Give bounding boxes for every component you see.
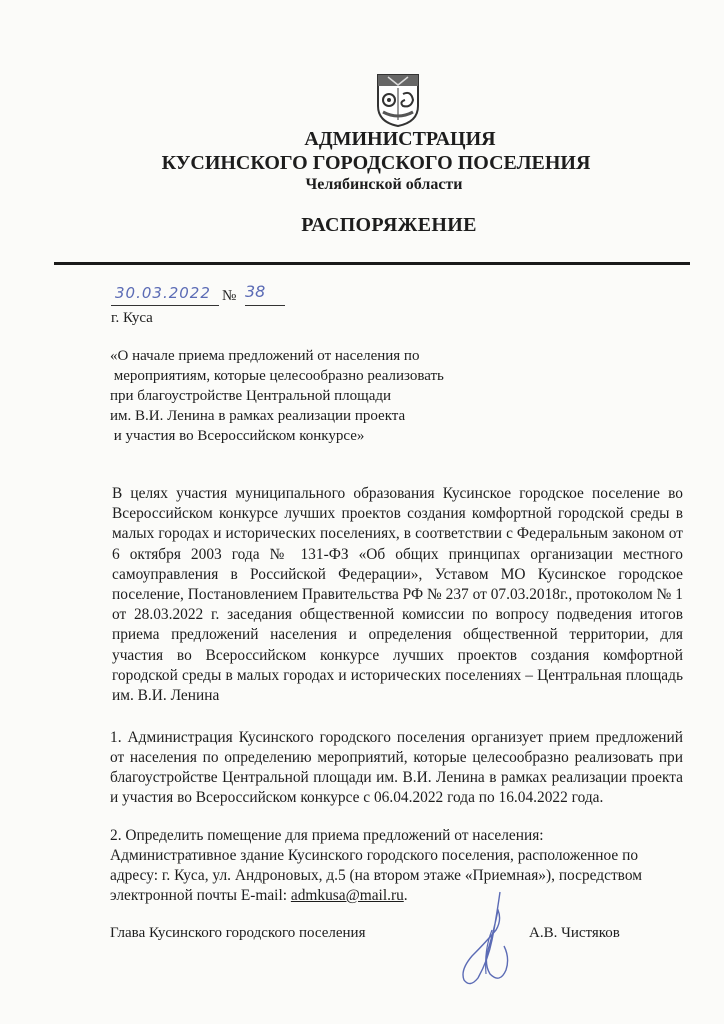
- handwritten-number: 38: [245, 282, 266, 301]
- handwritten-signature-icon: [448, 890, 528, 990]
- order-item-2: [110, 826, 683, 906]
- signatory-position: Глава Кусинского городского поселения: [110, 925, 366, 941]
- order-item-2-text: Административное здание Кусинского городского поселения, расположенное по адресу: г. Куса, ул. Андроновых, д.5 (на втором этаже «Приемная»), посредством электронной почты E-mail:: [110, 847, 642, 904]
- order-item-1: 1. Администрация Кусинского городского поселения организует прием предложений от населения по определению мероприятий, которые целесообразно реализовать при благоустройстве Центральной площади им. В.И. Ленина в рамках реализации проекта и участия во Всероссийском конкурсе с 06.04.2022 года по 16.04.2022 года.: [110, 729, 683, 806]
- org-region: Челябинской области: [305, 176, 463, 193]
- handwritten-date: 30.03.2022: [115, 284, 211, 302]
- order-item-2-details: [110, 846, 683, 906]
- city: г. Куса: [111, 310, 153, 326]
- org-line-1: АДМИНИСТРАЦИЯ: [304, 128, 496, 150]
- email-link[interactable]: admkusa@mail.ru: [290, 887, 404, 904]
- order-title: «О начале приема предложений от населения по мероприятиям, которые целесообразно реализовать при благоустройстве Центральной площади им. В.И. Ленина в рамках реализации проекта и участия во Всероссийском конкурсе»: [110, 348, 444, 444]
- header-divider: [54, 262, 690, 265]
- number-label: №: [222, 288, 237, 304]
- signatory-name: А.В. Чистяков: [529, 925, 620, 941]
- date-underline: [111, 305, 219, 306]
- number-underline: [245, 305, 285, 306]
- document-type: РАСПОРЯЖЕНИЕ: [301, 214, 477, 236]
- preamble-paragraph: В целях участия муниципального образования Кусинское городское поселение во Всероссийском конкурсе лучших проектов создания комфортной городской среды в малых городах и исторических поселениях, в соответствии с Федеральным законом от 6 октября 2003 года № 131-ФЗ «Об общих принципах организации местного самоуправления в Российской Федерации», Уставом МО Кусинское городское поселение, Постановлением Правительства РФ № 237 от 07.03.2018г., протоколом № 1 от 28.03.2022 г. заседания общественной комиссии по вопросу подведения итогов приема предложений населения и определения общественной территории, для участия во Всероссийском конкурсе лучших проектов создания комфортной городской среды в малых городах и исторических поселениях – Центральная площадь им. В.И. Ленина: [112, 485, 683, 705]
- order-item-2-heading: 2. Определить помещение для приема предложений от населения:: [110, 827, 544, 844]
- date-number-line: [111, 282, 311, 310]
- coat-of-arms-icon: [375, 72, 421, 128]
- org-line-2: КУСИНСКОГО ГОРОДСКОГО ПОСЕЛЕНИЯ: [161, 152, 591, 174]
- email-suffix: .: [403, 887, 408, 904]
